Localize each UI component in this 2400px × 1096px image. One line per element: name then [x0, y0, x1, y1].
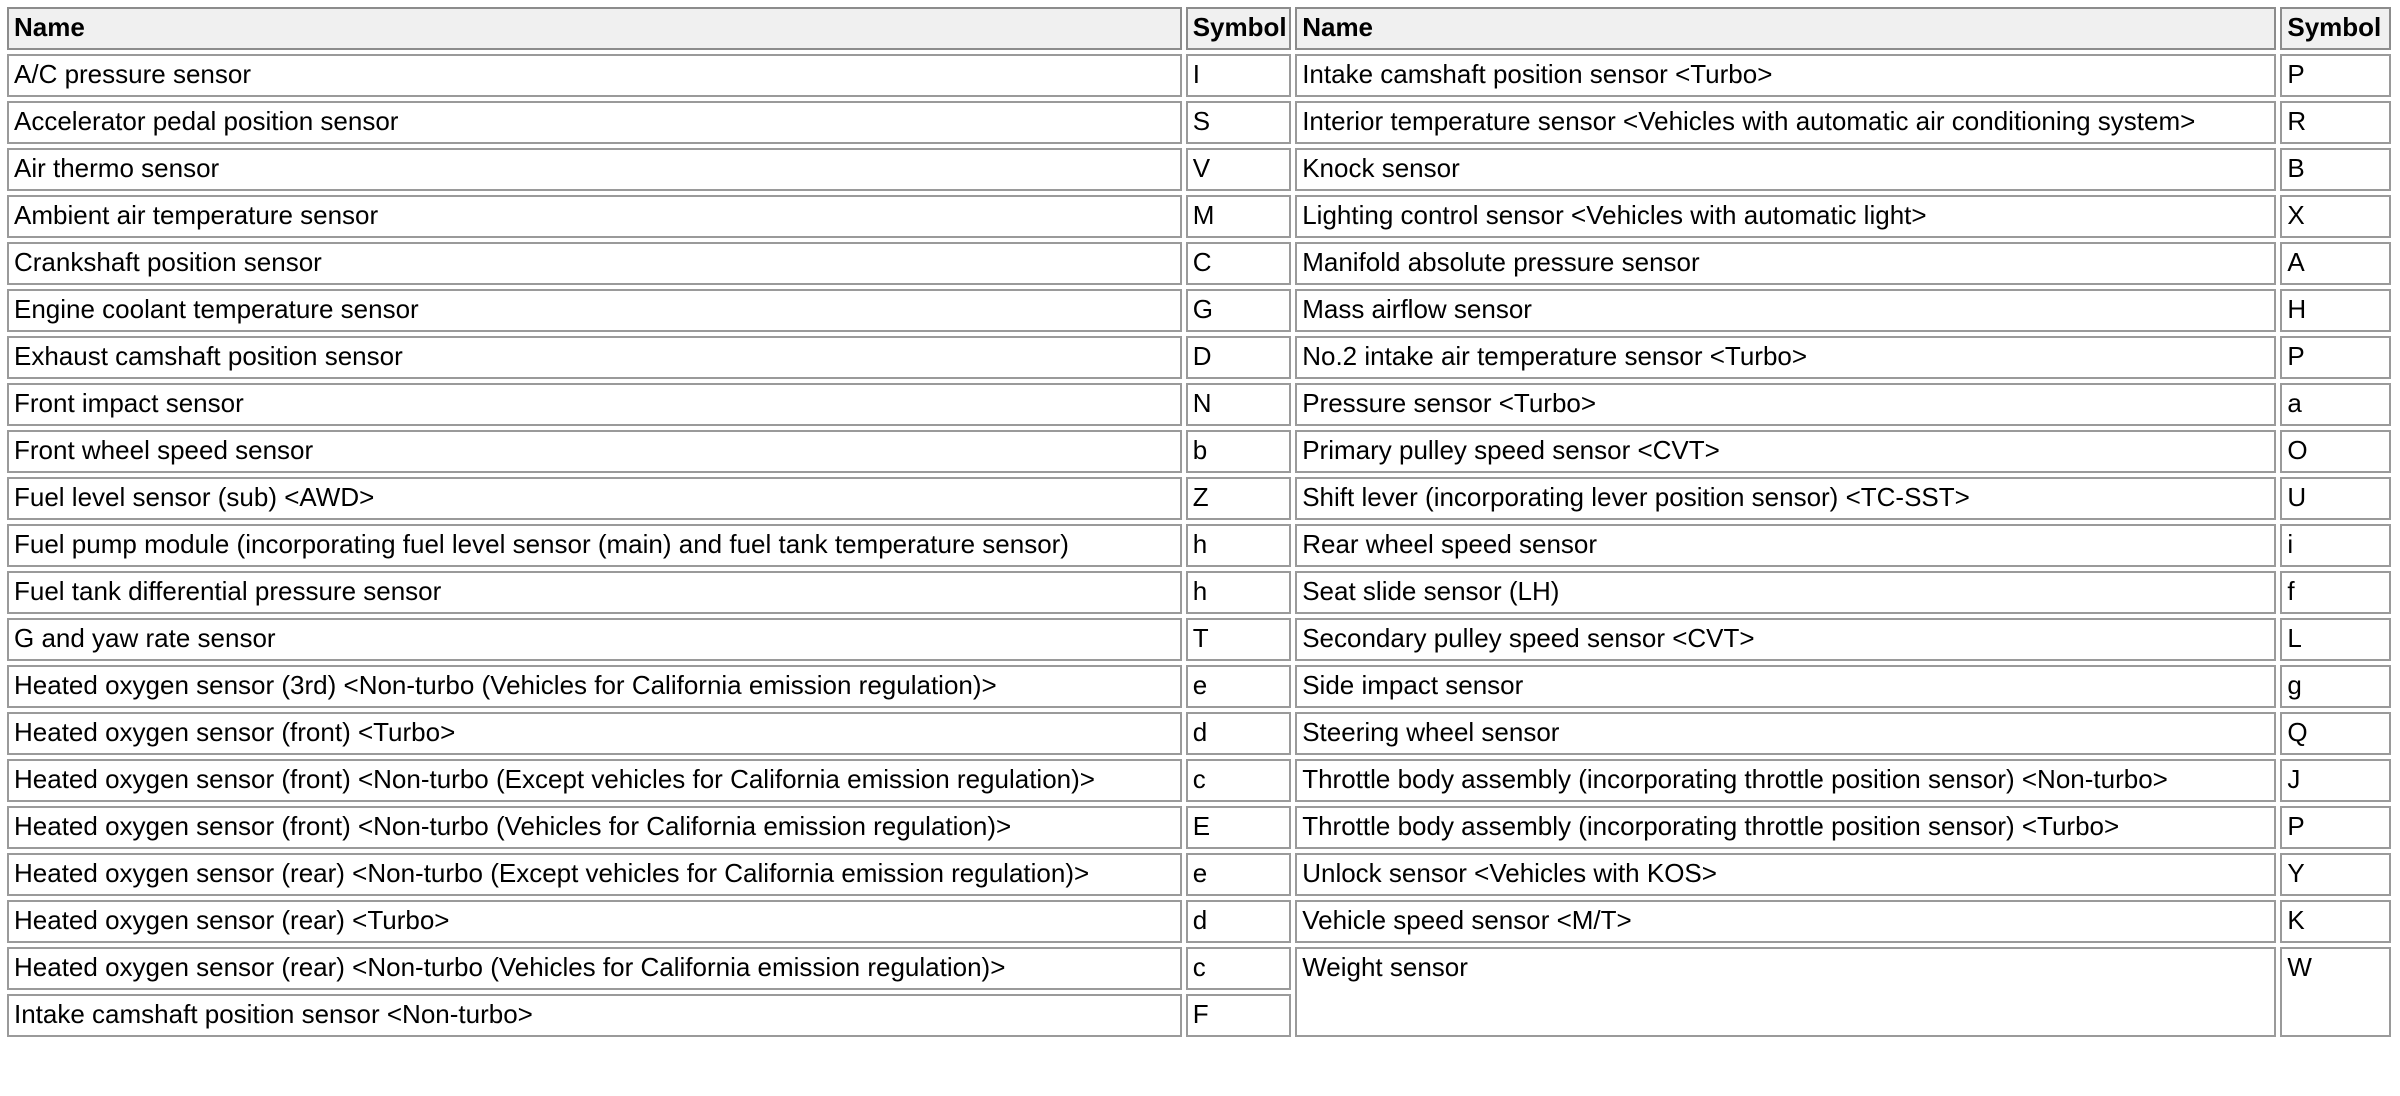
sensor-name-cell: Knock sensor [1295, 148, 2276, 191]
sensor-symbol-cell: c [1186, 759, 1291, 802]
sensor-name-cell: Heated oxygen sensor (rear) <Turbo> [7, 900, 1182, 943]
table-row [7, 524, 2391, 567]
sensor-name-cell: Front wheel speed sensor [7, 430, 1182, 473]
sensor-name-cell: Weight sensor [1295, 947, 2276, 1037]
sensor-symbol-cell: A [2280, 242, 2391, 285]
sensor-name-cell: Heated oxygen sensor (front) <Non-turbo (Vehicles for California emission regulation)> [7, 806, 1182, 849]
sensor-name-cell: Manifold absolute pressure sensor [1295, 242, 2276, 285]
sensor-name-cell: Unlock sensor <Vehicles with KOS> [1295, 853, 2276, 896]
sensor-name-cell: Front impact sensor [7, 383, 1182, 426]
table-row [7, 336, 2391, 379]
sensor-symbol-cell: F [1186, 994, 1291, 1037]
sensor-symbol-cell: P [2280, 54, 2391, 97]
sensor-name-cell: Fuel tank differential pressure sensor [7, 571, 1182, 614]
sensor-symbol-cell: a [2280, 383, 2391, 426]
sensor-name-cell: Steering wheel sensor [1295, 712, 2276, 755]
table-row [7, 712, 2391, 755]
header-symbol-right: Symbol [2280, 7, 2391, 50]
sensor-symbol-cell: C [1186, 242, 1291, 285]
sensor-name-cell: No.2 intake air temperature sensor <Turbo> [1295, 336, 2276, 379]
sensor-name-cell: Interior temperature sensor <Vehicles with automatic air conditioning system> [1295, 101, 2276, 144]
sensor-symbol-cell: f [2280, 571, 2391, 614]
table-row [7, 148, 2391, 191]
header-name-left: Name [7, 7, 1182, 50]
header-symbol-left: Symbol [1186, 7, 1291, 50]
sensor-symbol-cell: b [1186, 430, 1291, 473]
table-row [7, 101, 2391, 144]
sensor-name-cell: Exhaust camshaft position sensor [7, 336, 1182, 379]
sensor-symbol-cell: Q [2280, 712, 2391, 755]
sensor-symbol-cell: g [2280, 665, 2391, 708]
sensor-name-cell: Accelerator pedal position sensor [7, 101, 1182, 144]
table-row [7, 665, 2391, 708]
sensor-symbol-cell: T [1186, 618, 1291, 661]
sensor-name-cell: Throttle body assembly (incorporating throttle position sensor) <Turbo> [1295, 806, 2276, 849]
sensor-name-cell: Lighting control sensor <Vehicles with automatic light> [1295, 195, 2276, 238]
sensor-name-cell: Engine coolant temperature sensor [7, 289, 1182, 332]
table-row [7, 900, 2391, 943]
sensor-name-cell: Heated oxygen sensor (front) <Non-turbo (Except vehicles for California emission regulation)> [7, 759, 1182, 802]
sensor-symbol-cell: W [2280, 947, 2391, 1037]
sensor-symbol-cell: O [2280, 430, 2391, 473]
table-row [7, 759, 2391, 802]
table-row [7, 853, 2391, 896]
sensor-name-cell: Ambient air temperature sensor [7, 195, 1182, 238]
sensor-symbol-cell: D [1186, 336, 1291, 379]
sensor-name-cell: Vehicle speed sensor <M/T> [1295, 900, 2276, 943]
sensor-symbol-table [3, 3, 2395, 1041]
sensor-name-cell: Intake camshaft position sensor <Non-turbo> [7, 994, 1182, 1037]
sensor-name-cell: Heated oxygen sensor (3rd) <Non-turbo (Vehicles for California emission regulation)> [7, 665, 1182, 708]
sensor-symbol-cell: e [1186, 853, 1291, 896]
sensor-symbol-cell: G [1186, 289, 1291, 332]
sensor-name-cell: Intake camshaft position sensor <Turbo> [1295, 54, 2276, 97]
sensor-name-cell: Seat slide sensor (LH) [1295, 571, 2276, 614]
sensor-symbol-cell: H [2280, 289, 2391, 332]
sensor-name-cell: Heated oxygen sensor (rear) <Non-turbo (Vehicles for California emission regulation)> [7, 947, 1182, 990]
sensor-symbol-cell: K [2280, 900, 2391, 943]
table-row [7, 477, 2391, 520]
sensor-name-cell: Side impact sensor [1295, 665, 2276, 708]
sensor-symbol-cell: h [1186, 571, 1291, 614]
table-header-row [7, 7, 2391, 50]
table-row [7, 383, 2391, 426]
sensor-symbol-cell: Y [2280, 853, 2391, 896]
sensor-symbol-cell: V [1186, 148, 1291, 191]
sensor-symbol-cell: U [2280, 477, 2391, 520]
sensor-name-cell: Heated oxygen sensor (front) <Turbo> [7, 712, 1182, 755]
sensor-name-cell: Fuel pump module (incorporating fuel level sensor (main) and fuel tank temperature sensor) [7, 524, 1182, 567]
sensor-symbol-cell: S [1186, 101, 1291, 144]
sensor-symbol-cell: Z [1186, 477, 1291, 520]
table-row [7, 430, 2391, 473]
sensor-name-cell: Rear wheel speed sensor [1295, 524, 2276, 567]
table-row [7, 54, 2391, 97]
sensor-name-cell: Pressure sensor <Turbo> [1295, 383, 2276, 426]
table-body [7, 54, 2391, 1037]
sensor-symbol-cell: d [1186, 712, 1291, 755]
sensor-symbol-cell: P [2280, 336, 2391, 379]
sensor-symbol-cell: i [2280, 524, 2391, 567]
sensor-name-cell: Shift lever (incorporating lever position sensor) <TC-SST> [1295, 477, 2276, 520]
sensor-name-cell: Primary pulley speed sensor <CVT> [1295, 430, 2276, 473]
sensor-name-cell: Heated oxygen sensor (rear) <Non-turbo (Except vehicles for California emission regulation)> [7, 853, 1182, 896]
sensor-name-cell: Air thermo sensor [7, 148, 1182, 191]
sensor-symbol-cell: N [1186, 383, 1291, 426]
sensor-symbol-cell: I [1186, 54, 1291, 97]
sensor-symbol-cell: h [1186, 524, 1291, 567]
table-row [7, 618, 2391, 661]
sensor-symbol-cell: B [2280, 148, 2391, 191]
table-row [7, 947, 2391, 990]
sensor-symbol-cell: R [2280, 101, 2391, 144]
sensor-name-cell: G and yaw rate sensor [7, 618, 1182, 661]
header-name-right: Name [1295, 7, 2276, 50]
sensor-name-cell: Throttle body assembly (incorporating throttle position sensor) <Non-turbo> [1295, 759, 2276, 802]
table-row [7, 571, 2391, 614]
sensor-symbol-cell: J [2280, 759, 2391, 802]
table-row [7, 195, 2391, 238]
table-row [7, 289, 2391, 332]
sensor-name-cell: Fuel level sensor (sub) <AWD> [7, 477, 1182, 520]
sensor-symbol-cell: d [1186, 900, 1291, 943]
sensor-symbol-cell: E [1186, 806, 1291, 849]
sensor-symbol-cell: M [1186, 195, 1291, 238]
sensor-name-cell: Crankshaft position sensor [7, 242, 1182, 285]
sensor-name-cell: Secondary pulley speed sensor <CVT> [1295, 618, 2276, 661]
table-row [7, 806, 2391, 849]
sensor-symbol-cell: c [1186, 947, 1291, 990]
sensor-name-cell: A/C pressure sensor [7, 54, 1182, 97]
sensor-symbol-cell: L [2280, 618, 2391, 661]
sensor-name-cell: Mass airflow sensor [1295, 289, 2276, 332]
sensor-symbol-cell: X [2280, 195, 2391, 238]
sensor-symbol-cell: e [1186, 665, 1291, 708]
table-row [7, 242, 2391, 285]
sensor-symbol-cell: P [2280, 806, 2391, 849]
